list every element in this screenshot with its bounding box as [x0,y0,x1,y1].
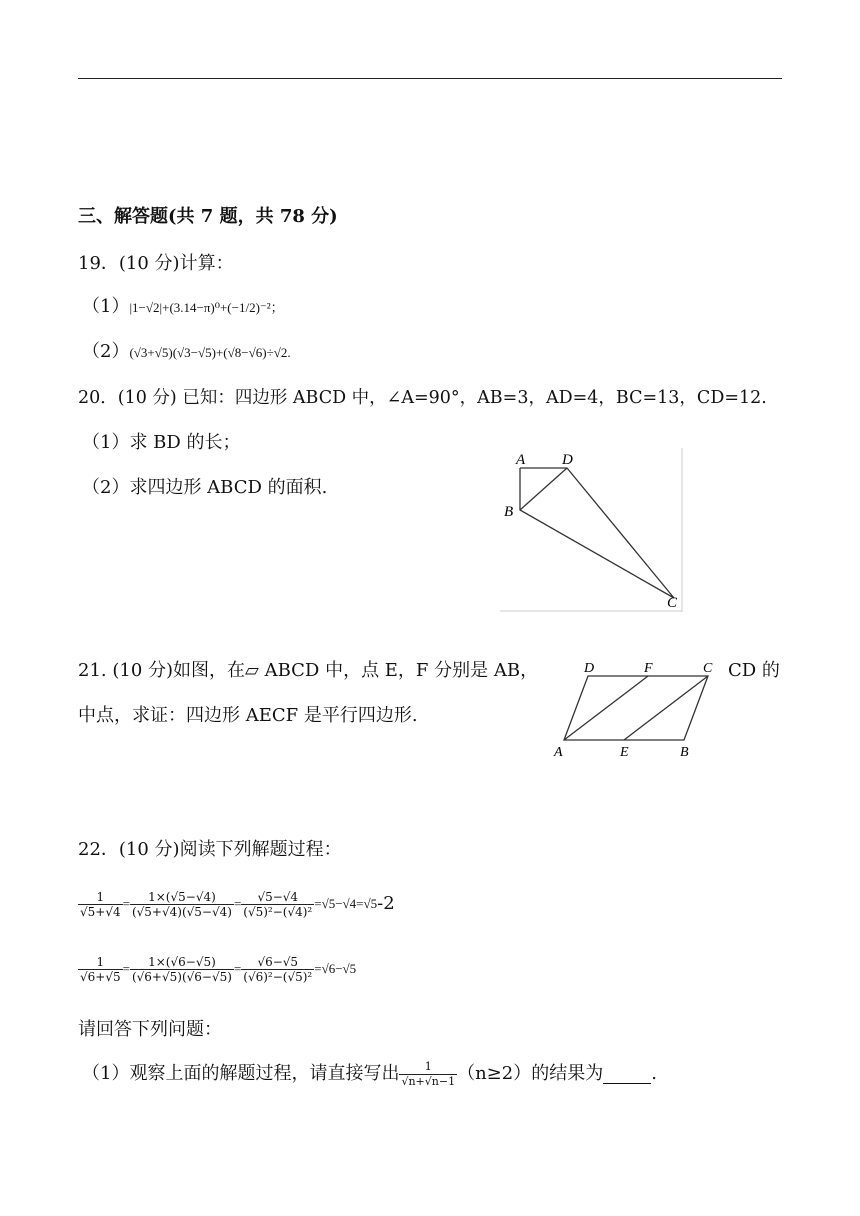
q22-example1: $\frac{1}{√5+√4}$ = $\frac{1\times(√5-√4)}{(√5+√4)(√5-√4)}$ = $\frac{√5-√4}{\text{(√5)²−(√4)²}}$ =√5−√4=√5 -2 [80,889,395,919]
q19-part2 [82,340,291,364]
ex2-fraction2: $\frac{1\times(√6-√5)}{(√6+√5)(√6-√5)}$ [131,954,232,984]
q22-part1-fraction: $\frac{1}{√n+√n-1}$ [401,1059,456,1088]
ex2-fraction1: $\frac{1}{√6+√5}$ [80,954,121,984]
ex1-fraction3: $\frac{√5-√4}{\text{(√5)²−(√4)²}}$ [243,889,313,919]
q19-part2-label: （2） [82,341,130,362]
q20-heading: 20．(10 分) 已知：四边形 ABCD 中，∠A=90°，AB=3，AD=4，BC=13，CD=12. [78,388,767,408]
q21-line2: 中点，求证：四边形 AECF 是平行四边形. [78,705,418,726]
q22-example2: $\frac{1}{√6+√5}$ = $\frac{1\times(√6-√5)}{(√6+√5)(√6-√5)}$ = $\frac{√6-√5}{\text{(√6)²−(√5)²}}$ =√6−√5 [80,954,357,984]
q21-parallelogram-figure [548,656,720,764]
q22-part1-suffix: （n≥2）的结果为 [457,1063,604,1084]
q22-part1-prefix: （1）观察上面的解题过程，请直接写出 [82,1063,400,1084]
label-c: C [703,661,713,676]
label-c: C [667,595,678,611]
q21-line1-tail: CD 的 [728,660,780,681]
q20-quadrilateral-figure [500,448,684,614]
q19-heading: 19．(10 分)计算： [78,253,234,274]
quadrilateral-outline [520,468,674,598]
answer-blank[interactable] [603,1065,651,1084]
label-b: B [504,504,514,520]
header-rule [78,78,782,79]
ex2-result: =√6−√5 [314,961,357,976]
ex2-fraction3: $\frac{√6-√5}{\text{(√6)²−(√5)²}}$ [243,954,313,984]
label-d: D [584,661,595,676]
q20-part2: （2）求四边形 ABCD 的面积. [82,477,328,498]
q21-line1: 21. (10 分)如图，在▱ ABCD 中，点 E，F 分别是 AB， [78,660,539,681]
q22-ask: 请回答下列问题： [78,1019,222,1040]
label-b: B [680,745,689,760]
label-a: A [516,452,526,468]
q22-part1 [82,1054,657,1094]
ex1-result-tail: -2 [377,893,395,914]
q19-part1-label: （1） [82,296,130,317]
q19-part1-expression: |1−√2|+(3.14−π)⁰+(−1/2)⁻²； [129,300,284,315]
label-f: F [644,661,653,676]
label-e: E [620,745,629,760]
ex1-result: =√5−√4=√5 [314,896,378,911]
q22-heading: 22．(10 分)阅读下列解题过程： [78,839,342,860]
diagonal-bd [520,468,567,510]
ex1-fraction1: $\frac{1}{√5+√4}$ [80,889,121,919]
q20-part1: （1）求 BD 的长； [82,432,241,453]
q19-part1 [82,295,284,319]
label-d: D [562,452,573,468]
section-title: 三、解答题(共 7 题，共 78 分) [78,206,338,227]
q22-part1-end: . [651,1063,657,1084]
q19-part2-expression: (√3+√5)(√3−√5)+(√8−√6)÷√2. [129,345,291,360]
label-a: A [554,745,563,760]
ex1-fraction2: $\frac{1\times(√5-√4)}{(√5+√4)(√5-√4)}$ [131,889,232,919]
